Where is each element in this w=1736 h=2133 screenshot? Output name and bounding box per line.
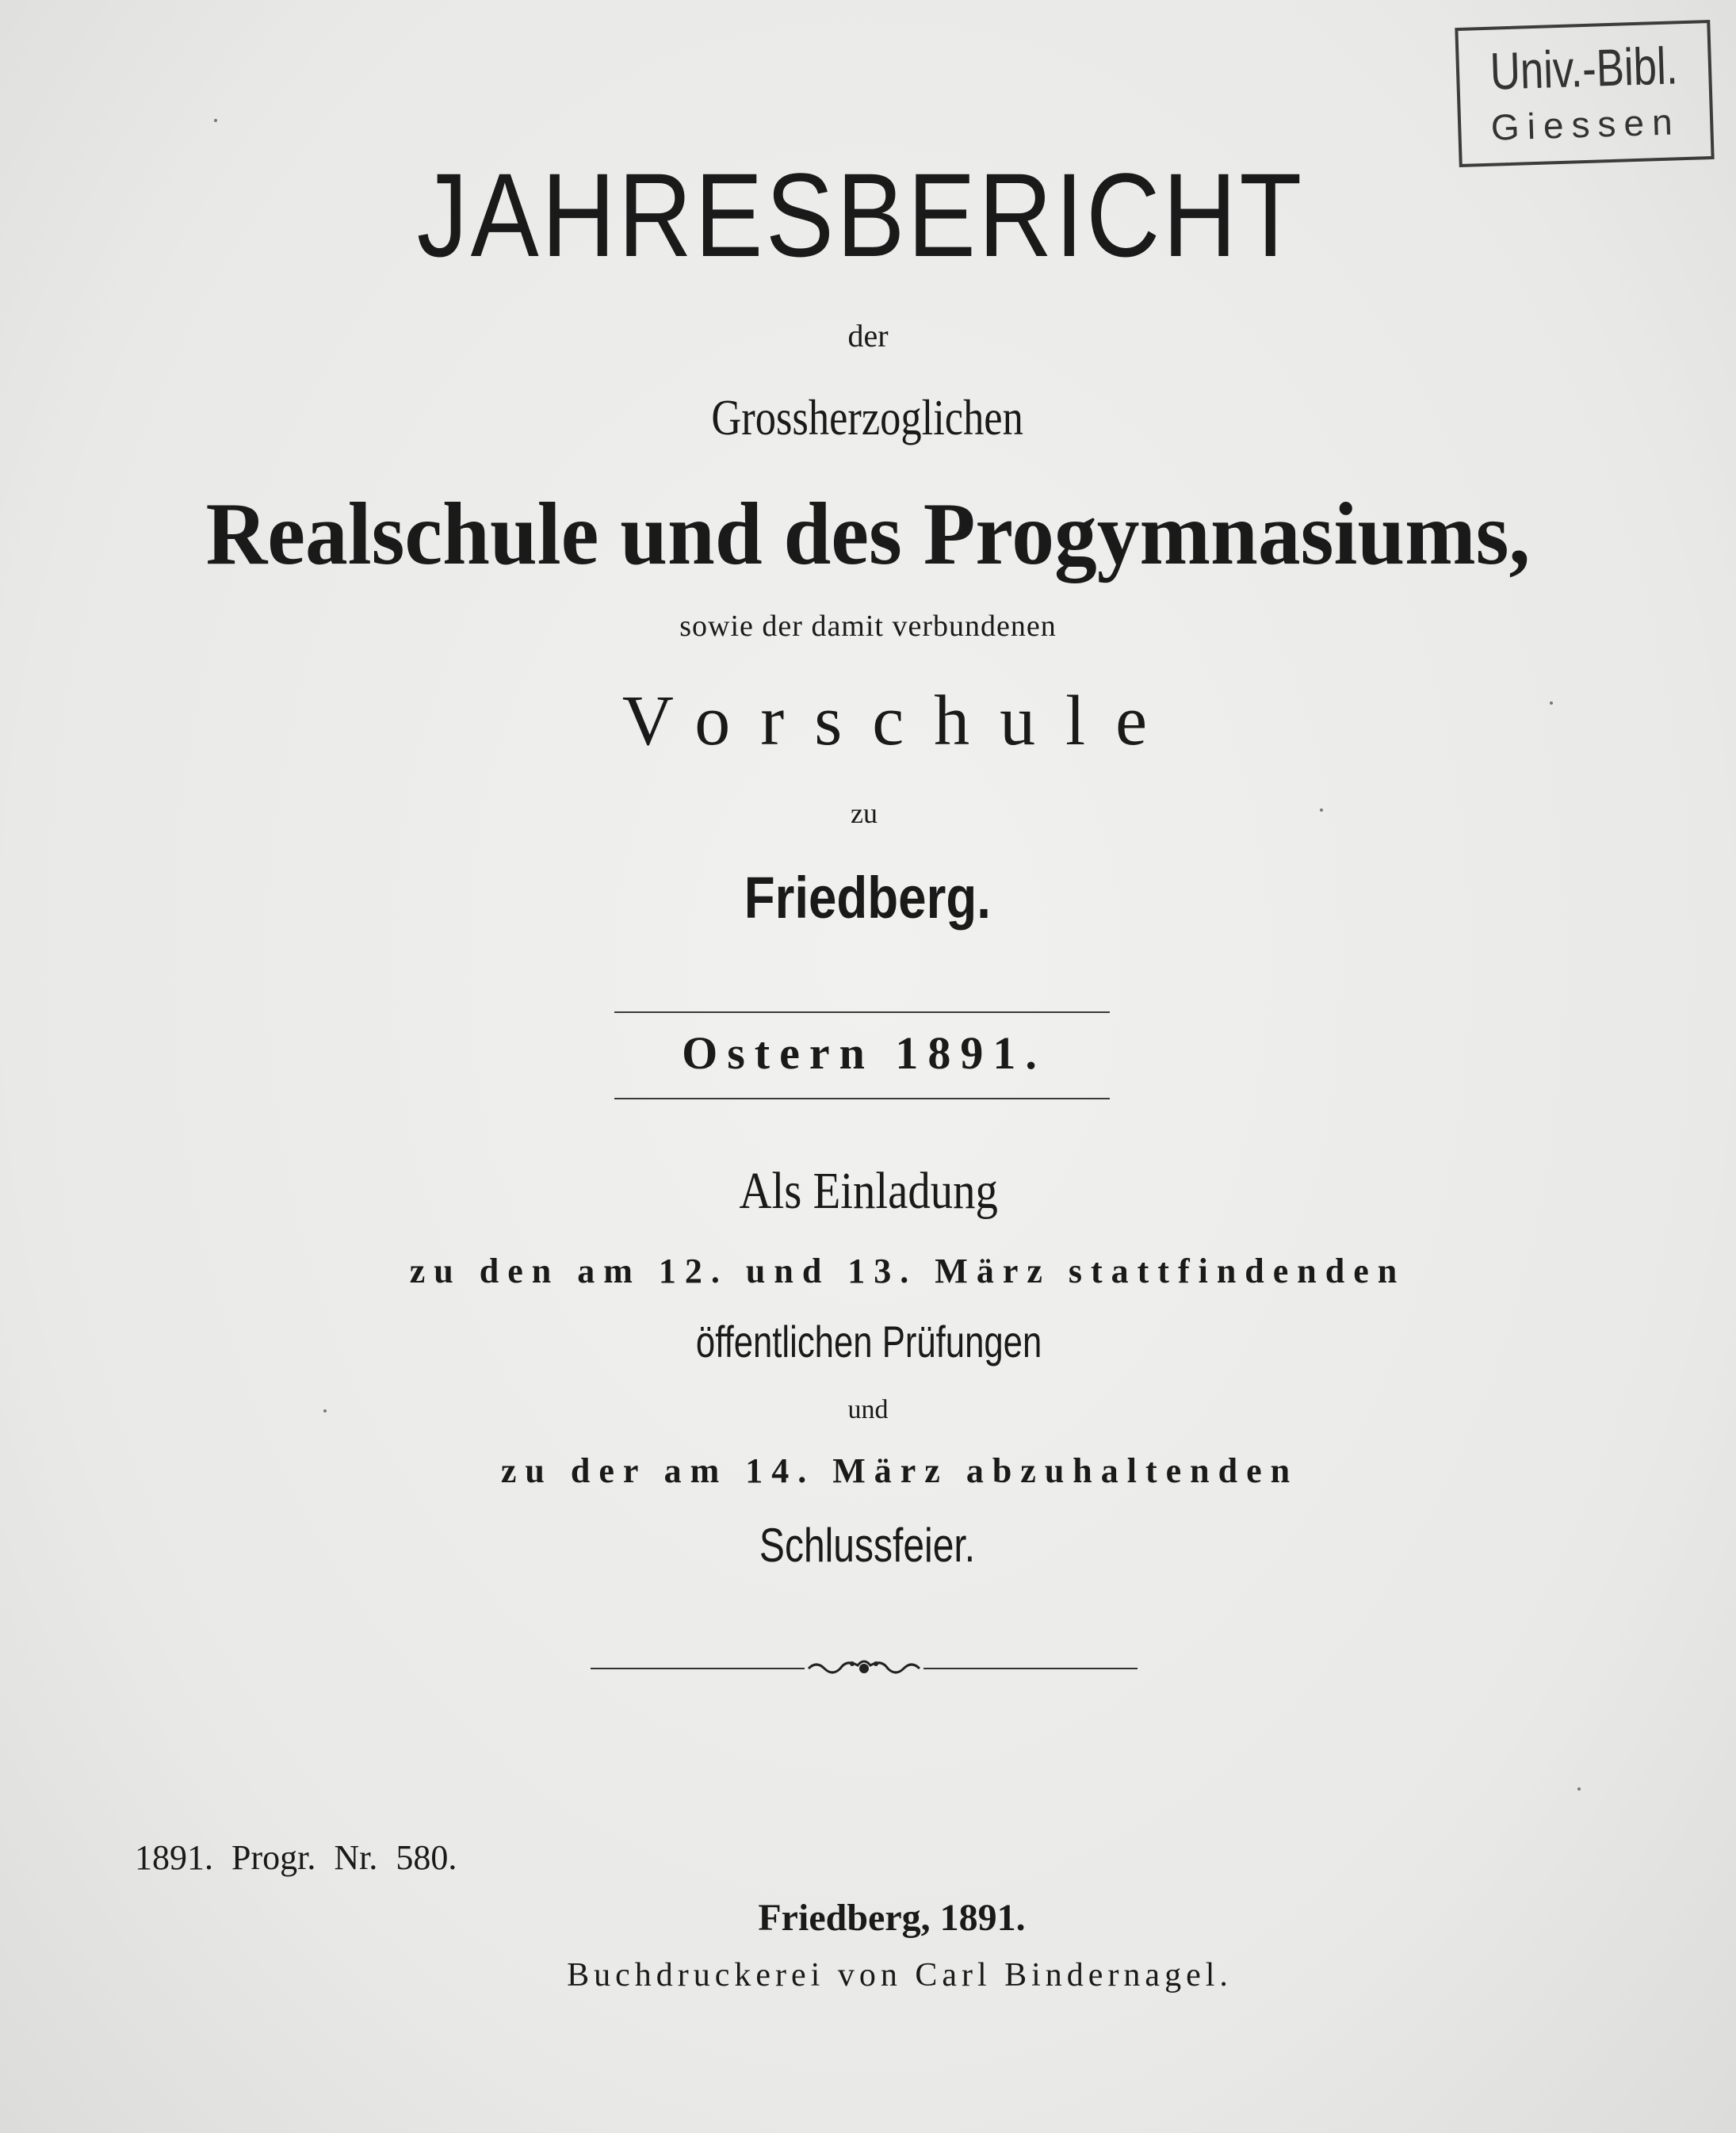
top-rule bbox=[614, 1011, 1110, 1013]
zu-line: zu bbox=[851, 797, 878, 829]
city-heading: Friedberg. bbox=[744, 865, 991, 931]
library-stamp bbox=[1455, 20, 1714, 167]
der-line: der bbox=[847, 318, 889, 354]
speck bbox=[1577, 1787, 1581, 1791]
stamp-line-1: Univ.-Bibl. bbox=[1489, 36, 1679, 101]
exam-dates-line: zu den am 12. und 13. März stattfindenden bbox=[409, 1252, 1406, 1290]
sowie-line: sowie der damit verbundenen bbox=[679, 610, 1057, 643]
exams-line: öffentlichen Prüfungen bbox=[695, 1317, 1042, 1367]
printer-line: Buchdruckerei von Carl Bindernagel. bbox=[567, 1957, 1233, 1993]
speck bbox=[323, 1409, 327, 1412]
speck bbox=[214, 119, 217, 122]
date-line: Ostern 1891. bbox=[682, 1027, 1046, 1079]
bottom-rule bbox=[614, 1098, 1110, 1099]
ceremony-date-line: zu der am 14. März abzuhaltenden bbox=[500, 1451, 1299, 1490]
schools-heading: Realschule und des Progymnasiums, bbox=[205, 485, 1531, 583]
speck bbox=[1320, 808, 1323, 812]
invitation-heading: Als Einladung bbox=[739, 1162, 998, 1220]
und-line: und bbox=[847, 1395, 889, 1424]
vorschule-heading: Vorschule bbox=[621, 682, 1178, 760]
program-number: 1891. Progr. Nr. 580. bbox=[135, 1838, 457, 1877]
speck bbox=[1550, 701, 1553, 705]
stamp-line-2: Giessen bbox=[1490, 101, 1681, 148]
ornament-divider bbox=[591, 1653, 1138, 1684]
document-title: JAHRESBERICHT bbox=[416, 148, 1305, 281]
imprint-place: Friedberg, 1891. bbox=[758, 1897, 1026, 1939]
grossherzoglichen-line: Grossherzoglichen bbox=[711, 389, 1023, 445]
ceremony-line: Schlussfeier. bbox=[759, 1519, 976, 1572]
